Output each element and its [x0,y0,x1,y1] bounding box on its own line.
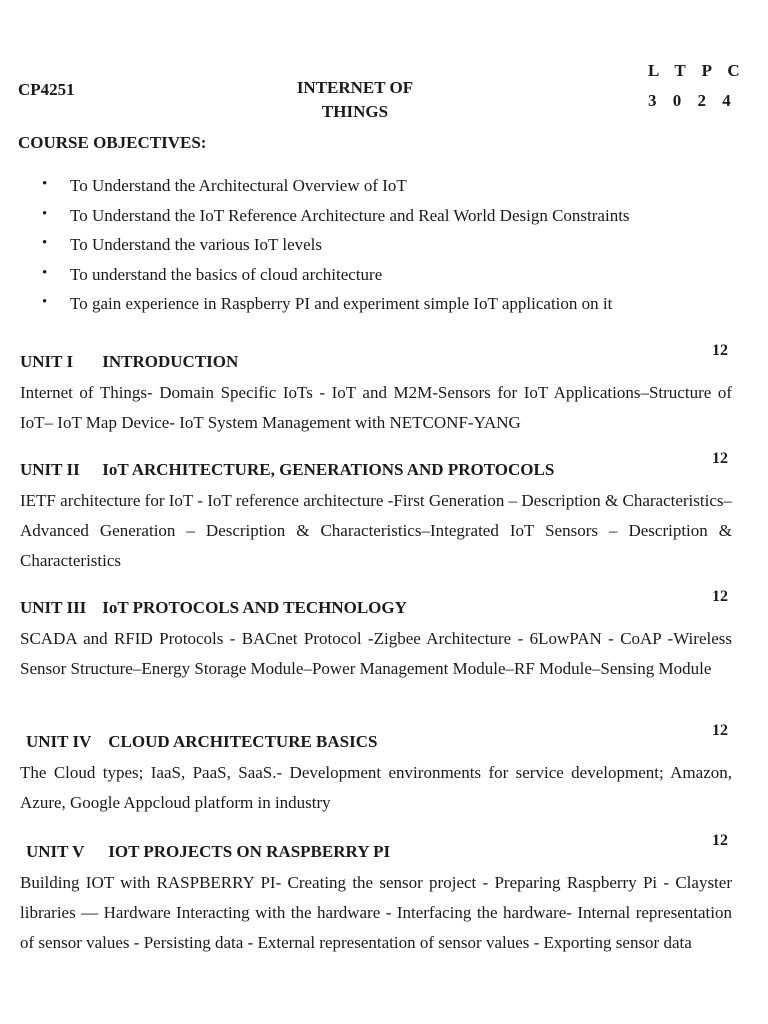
unit-number: UNIT II [20,460,80,479]
unit-hours: 12 [712,832,728,849]
unit-content: IETF architecture for IoT - IoT reference architecture -First Generation – Description & Characteristics–Advanced Generation – Description & Characteristics–Integrated IoT Sensors – Description & Characteristics [20,491,732,570]
unit-content: The Cloud types; IaaS, PaaS, SaaS.- Development environments for service development; Amazon, Azure, Google Appcloud platform in industry [20,763,732,812]
ltpc-labels: L T P C [648,61,746,80]
unit-content: Internet of Things- Domain Specific IoTs - IoT and M2M-Sensors for IoT Applications–Structure of IoT– IoT Map Device- IoT System Management with NETCONF-YANG [20,383,732,432]
unit-heading [20,722,732,758]
unit-2-section [20,450,732,576]
bullet-icon: • [42,205,48,222]
unit-heading [20,450,732,486]
bullet-icon: • [42,294,48,310]
objective-item: • To Understand the IoT Reference Architecture and Real World Design Constraints [42,205,630,225]
unit-heading [20,832,732,868]
objective-item: • To Understand the various IoT levels [42,235,323,254]
bullet-icon: • [42,235,48,251]
unit-hours: 12 [712,450,728,467]
unit-content: SCADA and RFID Protocols - BACnet Protocol -Zigbee Architecture - 6LowPAN - CoAP -Wireless Sensor Structure–Energy Storage Module–Power Management Module–RF Module–Sensing Module [20,629,732,678]
objectives-list [42,176,630,324]
unit-content: Building IOT with RASPBERRY PI- Creating the sensor project - Preparing Raspberry Pi - Clayster libraries — Hardware Interacting with the hardware - Interfacing the hardware- Internal representation of sensor values - Persisting data - External representation of sensor values - Exporting sensor data [20,873,732,952]
ltpc-values: 3 0 2 4 [648,91,737,110]
unit-title: INTRODUCTION [102,352,239,371]
course-code: CP4251 [18,80,75,99]
unit-4-section [20,722,732,818]
unit-title: CLOUD ARCHITECTURE BASICS [108,732,378,751]
unit-hours: 12 [712,722,728,739]
course-title-line-1: INTERNET OF [296,78,414,97]
ltpc-credits [648,56,746,116]
unit-3-section [20,588,732,684]
unit-hours: 12 [712,588,728,605]
unit-number: UNIT I [20,352,74,371]
course-title [270,76,440,124]
unit-5-section [20,832,732,958]
unit-number: UNIT V [26,842,85,861]
objective-item: • To gain experience in Raspberry PI and experiment simple IoT application on it [42,294,613,313]
objective-item: • To Understand the Architectural Overview of IoT [42,176,407,195]
bullet-icon: • [42,176,48,192]
unit-1-section [20,342,732,438]
unit-hours: 12 [712,342,728,359]
objectives-heading: COURSE OBJECTIVES: [18,133,207,152]
unit-title: IoT ARCHITECTURE, GENERATIONS AND PROTOCOLS [102,460,555,479]
course-title-line-2: THINGS [321,102,389,121]
bullet-icon: • [42,264,48,281]
unit-title: IOT PROJECTS ON RASPBERRY PI [108,842,391,861]
unit-heading [20,588,732,624]
objective-item: • To understand the basics of cloud architecture [42,264,383,284]
unit-title: IoT PROTOCOLS AND TECHNOLOGY [102,598,407,617]
unit-number: UNIT III [20,598,87,617]
unit-number: UNIT IV [26,732,92,751]
unit-heading [20,342,732,378]
